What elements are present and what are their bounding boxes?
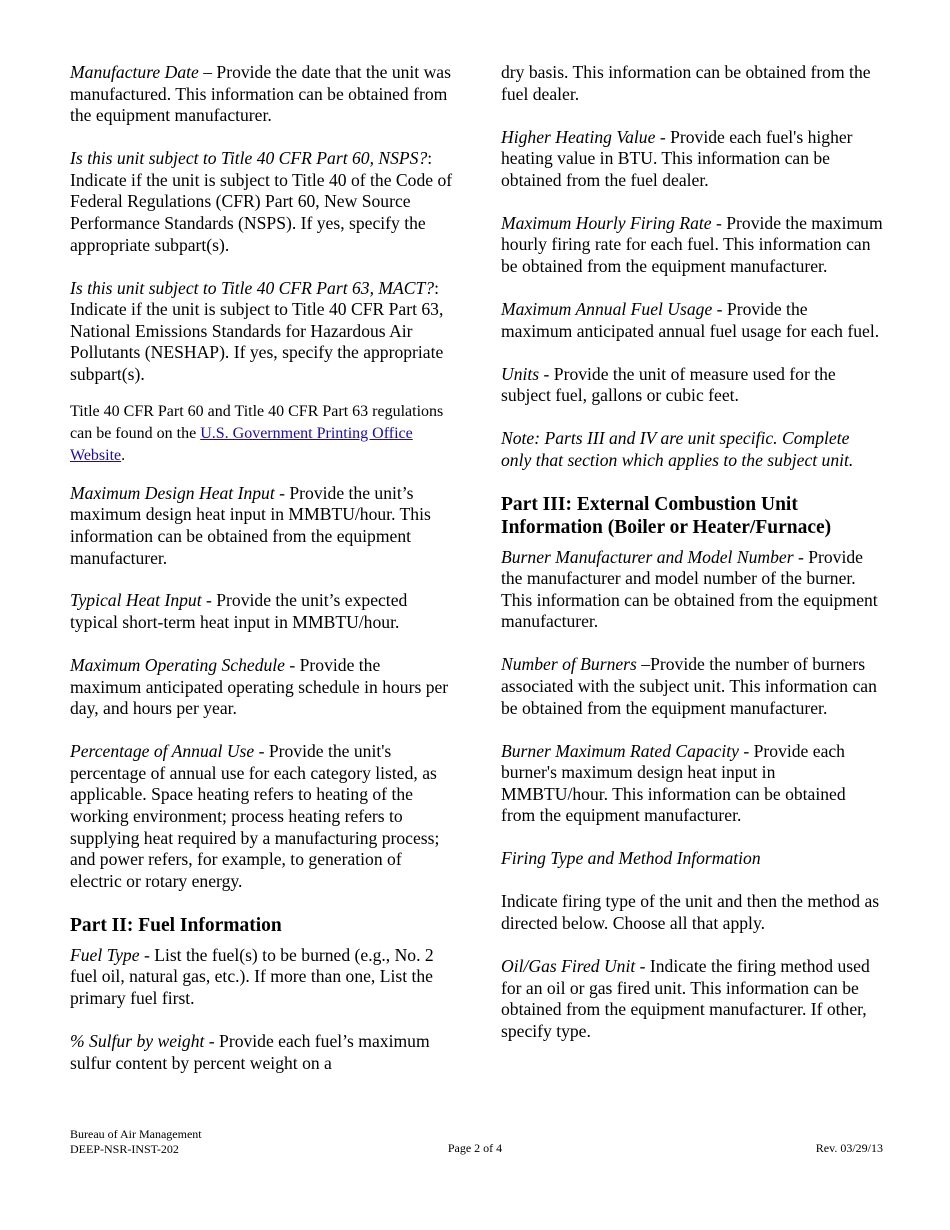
max-schedule-paragraph: Maximum Operating Schedule - Provide the maximum anticipated operating schedule in hours per day, and hours per year. — [70, 655, 449, 719]
max-firing-paragraph: Maximum Hourly Firing Rate - Provide the maximum hourly firing rate for each fuel. This information can be obtained from the equipment manufacturer. — [501, 212, 883, 276]
right-column — [501, 62, 883, 1064]
max-design-heat-paragraph: Maximum Design Heat Input - Provide the unit’s maximum design heat input in MMBTU/hour. This information can be obtained from the equipment manufacturer. — [70, 482, 431, 568]
term: Manufacture Date — [70, 62, 199, 82]
gpo-website-link[interactable]: U.S. Government Printing Office Website — [70, 424, 413, 465]
mact-paragraph: Is this unit subject to Title 40 CFR Part 63, MACT?: Indicate if the unit is subject to Title 40 CFR Part 63, National Emissions Standards for Hazardous Air Pollutants (NESHAP). If yes, specify the appropriate subpart(s). — [70, 277, 444, 384]
firing-type-heading: Firing Type and Method Information — [501, 848, 761, 869]
fuel-type-paragraph: Fuel Type - List the fuel(s) to be burned (e.g., No. 2 fuel oil, natural gas, etc.). If more than one, List the primary fuel first. — [70, 944, 434, 1008]
sulfur-paragraph: % Sulfur by weight - Provide each fuel’s maximum sulfur content by percent weight on a — [70, 1030, 430, 1073]
burner-mfr-paragraph: Burner Manufacturer and Model Number - Provide the manufacturer and model number of the burner. This information can be obtained from the equipment manufacturer. — [501, 546, 878, 632]
note-paragraph: Note: Parts III and IV are unit specific. Complete only that section which applies to the subject unit. — [501, 428, 854, 470]
typical-heat-paragraph: Typical Heat Input - Provide the unit’s expected typical short-term heat input in MMBTU/hour. — [70, 590, 408, 633]
footer-bureau: Bureau of Air Management — [70, 1127, 202, 1141]
footer-page-number: Page 2 of 4 — [447, 1141, 503, 1155]
firing-type-paragraph: Indicate firing type of the unit and then the method as directed below. Choose all that apply. — [501, 891, 880, 933]
part-2-heading: Part II: Fuel Information — [70, 914, 282, 936]
burner-capacity-paragraph: Burner Maximum Rated Capacity - Provide each burner's maximum design heat input in MMBTU/hour. This information can be obtained from the equipment manufacturer. — [501, 740, 846, 826]
annual-use-paragraph: Percentage of Annual Use - Provide the unit's percentage of annual use for each category listed, as applicable. Space heating refers to heating of the working environment; process heating refers to supplying heat required by a manufacturing process; and power refers, for example, to generation of electric or rotary energy. — [70, 741, 440, 891]
footer-doc-id: DEEP-NSR-INST-202 — [70, 1141, 179, 1156]
units-paragraph: Units - Provide the unit of measure used for the subject fuel, gallons or cubic feet. — [501, 363, 836, 406]
part-3-heading: Part III: External Combustion Unit Information (Boiler or Heater/Furnace) — [501, 493, 832, 538]
sulfur-continued-paragraph: dry basis. This information can be obtained from the fuel dealer. — [501, 62, 871, 104]
hhv-paragraph: Higher Heating Value - Provide each fuel's higher heating value in BTU. This information can be obtained from the fuel dealer. — [501, 126, 853, 190]
max-fuel-usage-paragraph: Maximum Annual Fuel Usage - Provide the maximum anticipated annual fuel usage for each fuel. — [501, 298, 880, 341]
manufacture-date-paragraph: Manufacture Date – Provide the date that the unit was manufactured. This information can be obtained from the equipment manufacturer. — [70, 62, 451, 126]
nsps-paragraph: Is this unit subject to Title 40 CFR Part 60, NSPS?: Indicate if the unit is subject to Title 40 of the Code of Federal Regulations (CFR) Part 60, New Source Performance Standards (NSPS). If yes, specify the appropriate subpart(s). — [70, 148, 453, 255]
regulations-paragraph: Title 40 CFR Part 60 and Title 40 CFR Part 63 regulations can be found on the U.S. Government Printing Office Website. — [70, 402, 444, 465]
footer-revision: Rev. 03/29/13 — [815, 1141, 883, 1155]
oil-gas-paragraph: Oil/Gas Fired Unit - Indicate the firing method used for an oil or gas fired unit. This information can be obtained from the equipment manufacturer. If other, specify type. — [501, 955, 870, 1041]
left-column — [70, 62, 454, 1096]
num-burners-paragraph: Number of Burners –Provide the number of burners associated with the subject unit. This information can be obtained from the equipment manufacturer. — [501, 654, 877, 718]
